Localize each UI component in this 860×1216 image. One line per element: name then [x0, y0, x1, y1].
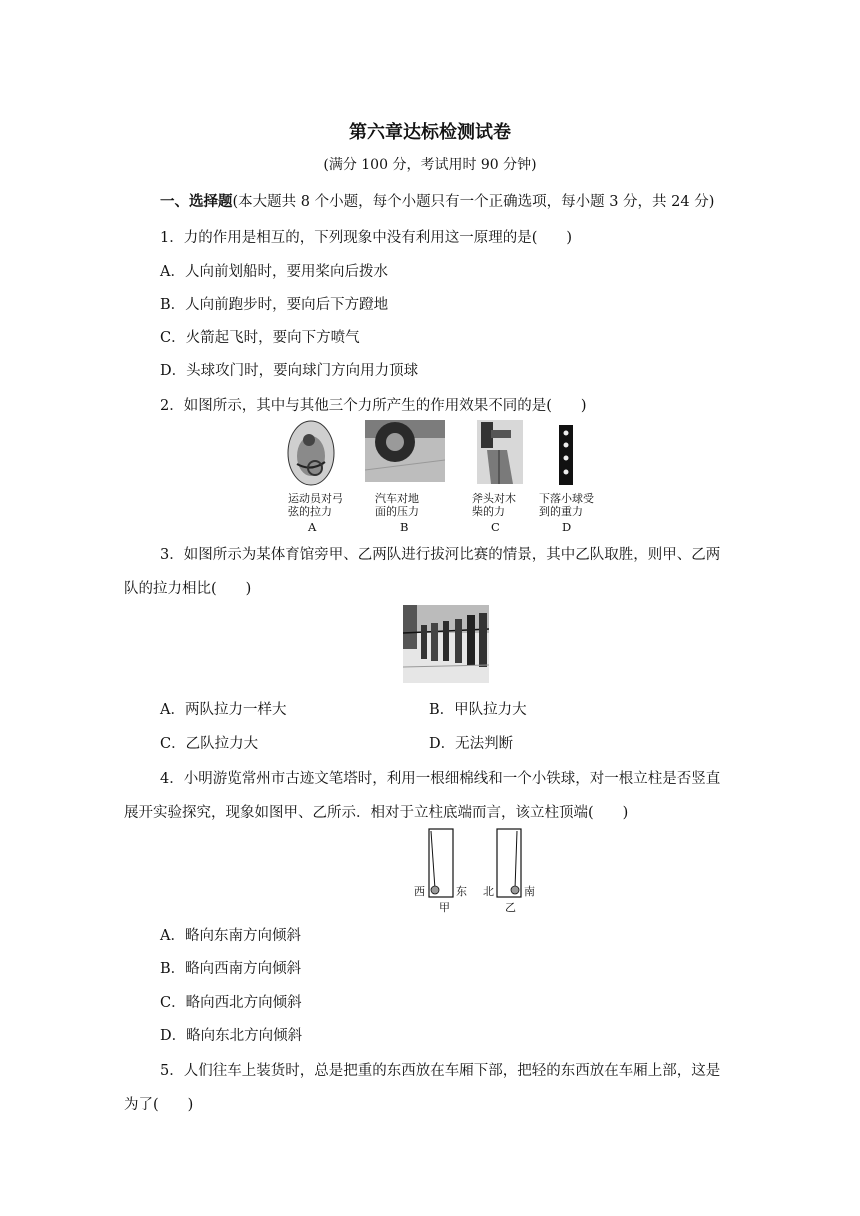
label-south: 南 — [524, 885, 535, 898]
caption-a: 运动员对弓 弦的拉力 — [288, 492, 343, 518]
question-1-option-a: A．人向前划船时，要用桨向后拨水 — [160, 264, 388, 280]
question-3-stem-line2: 队的拉力相比( ) — [124, 581, 252, 597]
question-3-stem-line1: 3．如图所示为某体育馆旁甲、乙两队进行拔河比赛的情景，其中乙队取胜，则甲、乙两 — [160, 547, 721, 563]
label-yi: 乙 — [505, 901, 516, 914]
question-4-option-b: B．略向西南方向倾斜 — [160, 961, 302, 977]
question-3-option-c: C．乙队拉力大 — [160, 736, 259, 752]
exam-info: (满分 100 分，考试用时 90 分钟) — [323, 157, 537, 173]
question-3-option-d: D．无法判断 — [429, 736, 514, 752]
label-west: 西 — [414, 885, 425, 898]
question-1-option-d: D．头球攻门时，要向球门方向用力顶球 — [160, 363, 419, 379]
label-jia: 甲 — [439, 901, 450, 914]
figure-axe-wood-photo — [477, 420, 523, 484]
section-description: (本大题共 8 个小题，每个小题只有一个正确选项，每小题 3 分，共 24 分) — [232, 194, 715, 210]
figure-falling-ball-photo — [559, 425, 573, 485]
section-label: 一、选择题 — [160, 194, 233, 210]
question-2-stem: 2．如图所示，其中与其他三个力所产生的作用效果不同的是( ) — [160, 398, 587, 414]
figure-car-tire-photo — [365, 420, 445, 482]
label-east: 东 — [456, 885, 467, 898]
question-4-option-c: C．略向西北方向倾斜 — [160, 995, 302, 1011]
section-header — [160, 190, 714, 211]
question-4-stem-line2: 展开实验探究，现象如图甲、乙所示．相对于立柱底端而言，该立柱顶端( ) — [124, 805, 629, 821]
question-4-option-a: A．略向东南方向倾斜 — [160, 928, 301, 944]
caption-c-letter: C — [491, 520, 500, 534]
caption-d: 下落小球受 到的重力 — [539, 492, 594, 518]
question-4-stem-line1: 4．小明游览常州市古迹文笔塔时，利用一根细棉线和一个小铁球，对一根立柱是否竖直 — [160, 771, 721, 787]
question-1-option-b: B．人向前跑步时，要向后下方蹬地 — [160, 297, 389, 313]
question-1-stem: 1．力的作用是相互的，下列现象中没有利用这一原理的是( ) — [160, 230, 573, 246]
question-3-option-a: A．两队拉力一样大 — [160, 702, 287, 718]
caption-c: 斧头对木 柴的力 — [472, 492, 516, 518]
question-1-option-c: C．火箭起飞时，要向下方喷气 — [160, 330, 360, 346]
question-3-option-b: B．甲队拉力大 — [429, 702, 527, 718]
question-5-stem-line1: 5．人们往车上装货时，总是把重的东西放在车厢下部，把轻的东西放在车厢上部，这是 — [160, 1063, 721, 1079]
caption-d-letter: D — [562, 520, 572, 534]
figure-plumb-line-diagram — [413, 827, 538, 913]
question-4-option-d: D．略向东北方向倾斜 — [160, 1028, 303, 1044]
caption-b-letter: B — [400, 520, 409, 534]
figure-tug-of-war-photo — [403, 605, 489, 683]
page-title: 第六章达标检测试卷 — [349, 122, 511, 143]
figure-archer-photo — [287, 420, 335, 486]
caption-b: 汽车对地 面的压力 — [375, 492, 419, 518]
question-5-stem-line2: 为了( ) — [124, 1097, 194, 1113]
caption-a-letter: A — [308, 520, 317, 534]
label-north: 北 — [483, 885, 494, 898]
